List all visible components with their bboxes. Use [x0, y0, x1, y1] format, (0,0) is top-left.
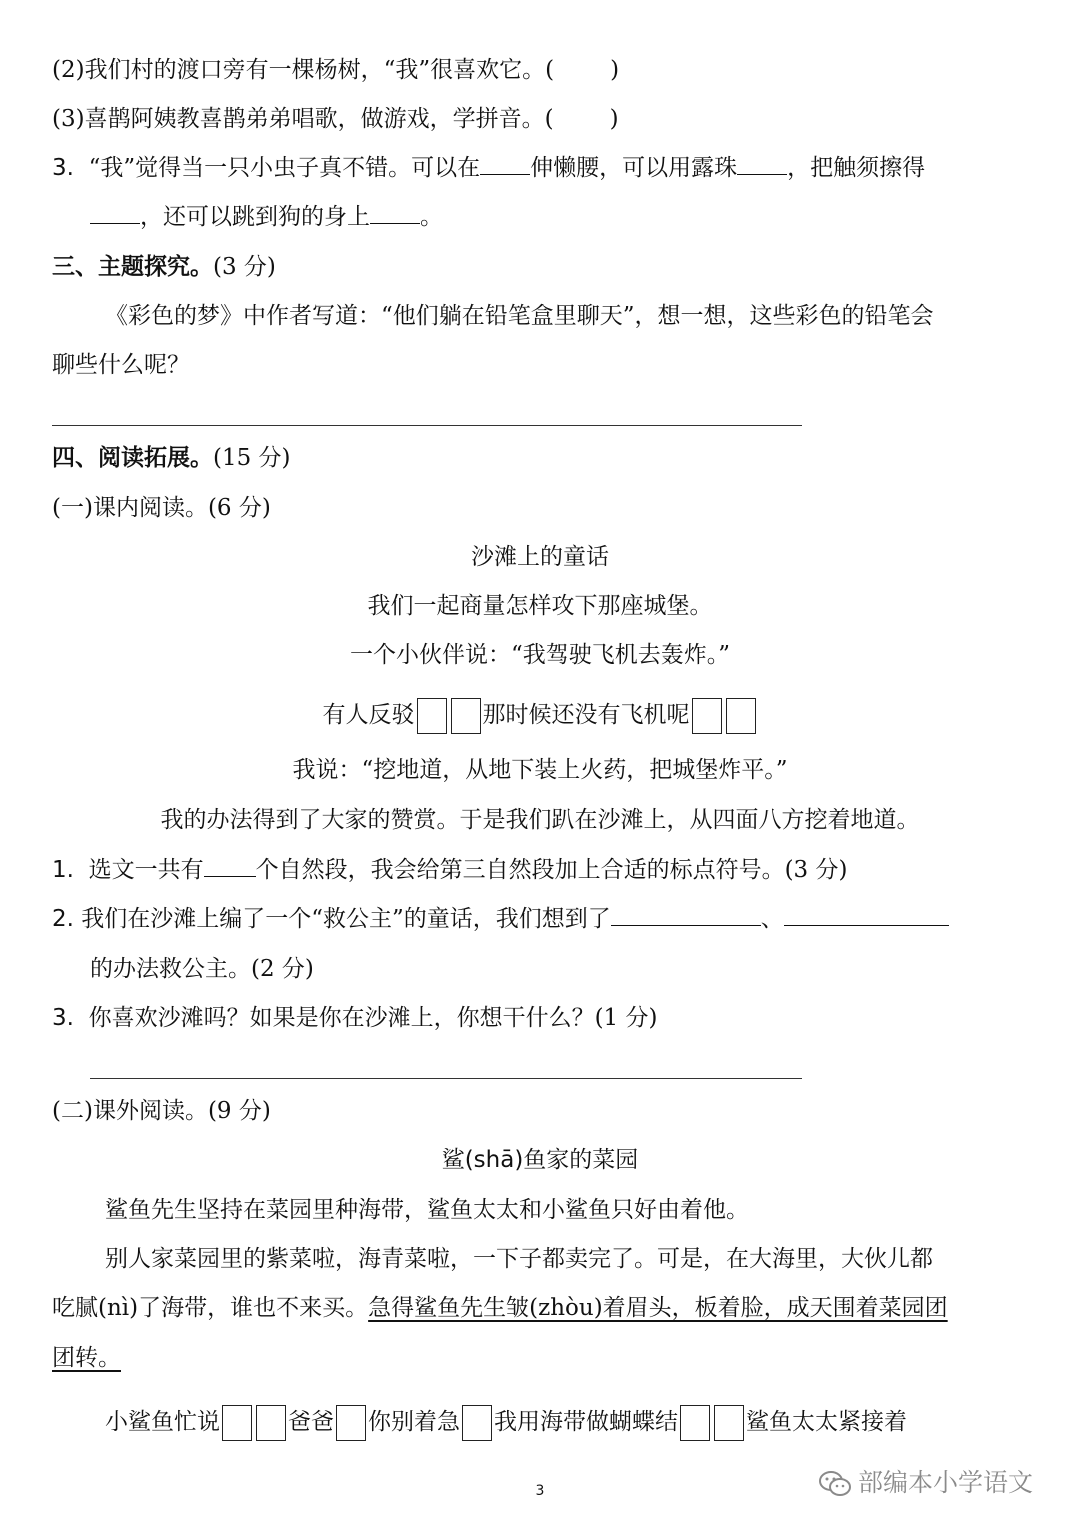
underlined-sentence: 急得鲨鱼先生皱(zhòu)着眉头，板着脸，成天围着菜园团	[368, 1295, 948, 1321]
page-number: 3	[535, 1483, 545, 1499]
story-paragraph-3: 小鲨鱼忙说 爸爸 你别着急 我用海带做蝴蝶结 鲨鱼太太紧接着	[105, 1405, 907, 1441]
question-3-line-1: 3. “我”觉得当一只小虫子真不错。可以在 伸懒腰，可以用露珠 ，把触须擦得	[52, 155, 926, 181]
question-2-2: (2)我们村的渡口旁有一棵杨树，“我”很喜欢它。( )	[52, 57, 620, 83]
poem-title: 沙滩上的童话	[471, 544, 609, 570]
punctuation-box[interactable]	[680, 1405, 710, 1441]
wechat-icon	[818, 1470, 852, 1498]
answer-blank[interactable]	[370, 203, 420, 224]
story-paragraph-2-line-3	[52, 1343, 121, 1373]
section-3-heading: 三、主题探究。(3 分)	[52, 254, 276, 280]
story-paragraph-2-line-2: 吃腻(nì)了海带，谁也不来买。急得鲨鱼先生皱(zhòu)着眉头，板着脸，成天围着菜园团	[52, 1295, 948, 1321]
poem-line-1: 我们一起商量怎样攻下那座城堡。	[367, 593, 713, 619]
answer-blank[interactable]	[611, 905, 761, 926]
part-1-question-3: 3. 你喜欢沙滩吗？如果是你在沙滩上，你想干什么？(1 分)	[52, 1005, 658, 1031]
poem-line-5: 我的办法得到了大家的赞赏。于是我们趴在沙滩上，从四面八方挖着地道。	[160, 807, 920, 833]
answer-blank[interactable]	[784, 905, 949, 926]
section-3-text-1: 《彩色的梦》中作者写道：“他们躺在铅笔盒里聊天”，想一想，这些彩色的铅笔会	[105, 303, 934, 329]
question-3-line-2: ，还可以跳到狗的身上 。	[90, 202, 443, 232]
punctuation-box[interactable]	[714, 1405, 744, 1441]
poem-line-3: 有人反驳 那时候还没有飞机呢	[0, 698, 1080, 734]
punctuation-box[interactable]	[336, 1405, 366, 1441]
part-1-label: (一)课内阅读。(6 分)	[52, 495, 271, 521]
part-1-question-2: 2. 我们在沙滩上编了一个“救公主”的童话，我们想到了 、	[52, 904, 949, 934]
punctuation-box[interactable]	[222, 1405, 252, 1441]
punctuation-box[interactable]	[726, 698, 756, 734]
punctuation-box[interactable]	[417, 698, 447, 734]
question-2-3: (3)喜鹊阿姨教喜鹊弟弟唱歌，做游戏，学拼音。( )	[52, 106, 619, 132]
answer-blank[interactable]	[204, 856, 256, 877]
answer-blank[interactable]	[90, 203, 140, 224]
section-4-heading: 四、阅读拓展。(15 分)	[52, 445, 291, 471]
part-2-label: (二)课外阅读。(9 分)	[52, 1098, 271, 1124]
part-1-question-2-cont: 的办法救公主。(2 分)	[90, 956, 314, 982]
punctuation-box[interactable]	[692, 698, 722, 734]
punctuation-box[interactable]	[462, 1405, 492, 1441]
underlined-sentence-end: 团转。	[52, 1345, 121, 1371]
answer-blank[interactable]	[737, 154, 787, 175]
punctuation-box[interactable]	[256, 1405, 286, 1441]
answer-line[interactable]	[90, 1078, 802, 1079]
answer-line[interactable]	[52, 425, 802, 426]
section-3-text-2: 聊些什么呢？	[52, 352, 190, 378]
poem-line-2: 一个小伙伴说：“我驾驶飞机去轰炸。”	[349, 642, 731, 668]
punctuation-box[interactable]	[451, 698, 481, 734]
answer-blank[interactable]	[480, 154, 530, 175]
story-paragraph-1: 鲨鱼先生坚持在菜园里种海带，鲨鱼太太和小鲨鱼只好由着他。	[105, 1197, 749, 1223]
story-paragraph-2-line-1: 别人家菜园里的紫菜啦，海青菜啦，一下子都卖完了。可是，在大海里，大伙儿都	[105, 1246, 933, 1272]
watermark: 部编本小学语文	[818, 1463, 1033, 1499]
story-title: 鲨(shā)鱼家的菜园	[441, 1147, 639, 1173]
part-1-question-1: 1. 选文一共有 个自然段，我会给第三自然段加上合适的标点符号。(3 分)	[52, 857, 848, 883]
poem-line-4: 我说：“挖地道，从地下装上火药，把城堡炸平。”	[292, 757, 788, 783]
